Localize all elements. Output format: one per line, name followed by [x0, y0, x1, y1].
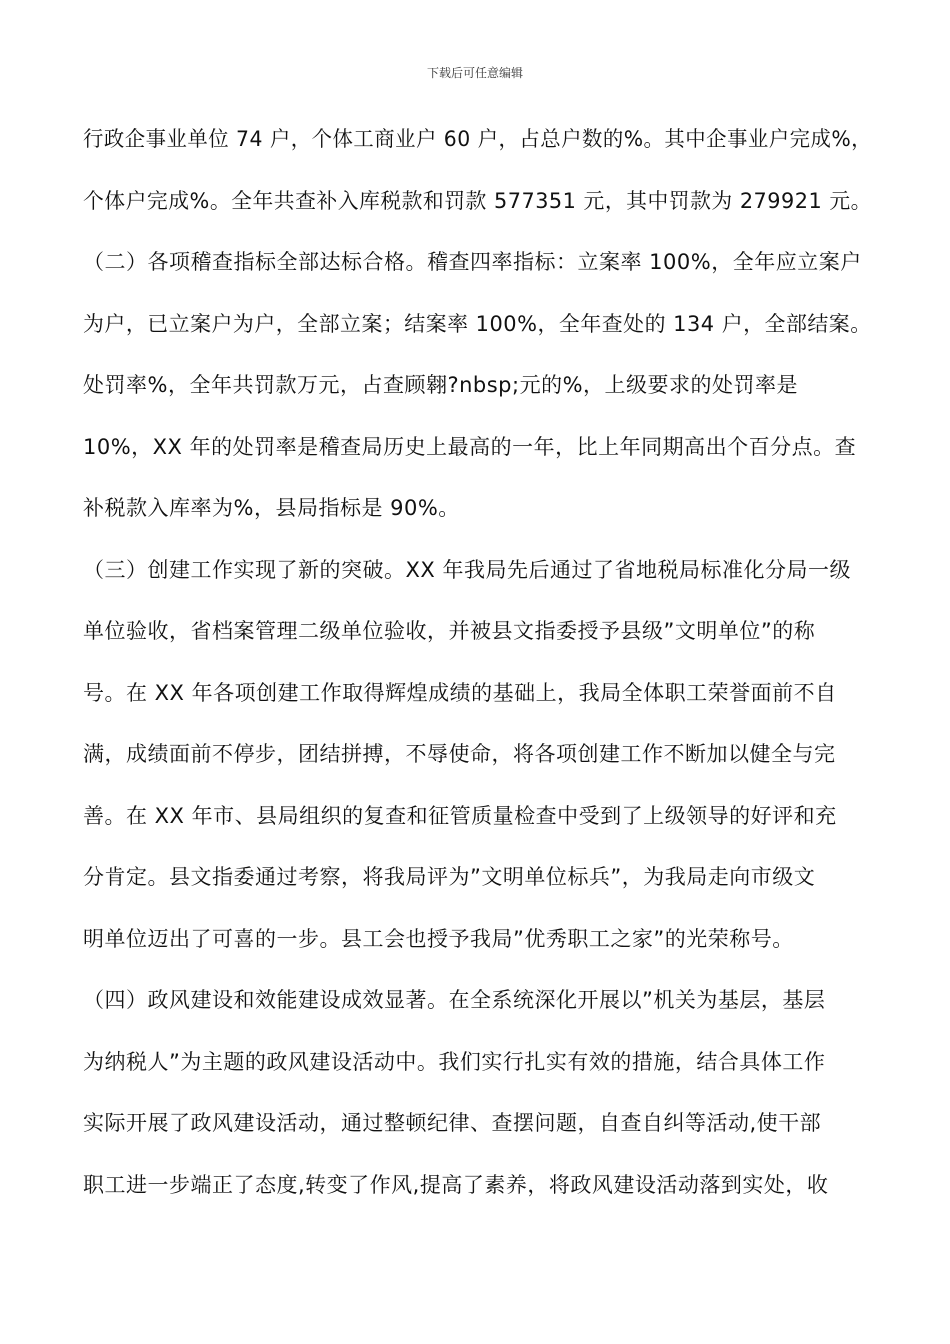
text-line: 单位验收，省档案管理二级单位验收，并被县文指委授予县级”文明单位”的称 — [83, 619, 816, 643]
text-line: 分肯定。县文指委通过考察，将我局评为”文明单位标兵”，为我局走向市级文 — [83, 865, 816, 889]
text-line: 补税款入库率为%，县局指标是 90%。 — [83, 496, 460, 520]
text-line: 明单位迈出了可喜的一步。县工会也授予我局”优秀职工之家”的光荣称号。 — [83, 927, 794, 951]
text-line: （三）创建工作实现了新的突破。XX 年我局先后通过了省地税局标准化分局一级 — [83, 558, 851, 582]
text-line: 为户，已立案户为户，全部立案；结案率 100%，全年查处的 134 户，全部结案。 — [83, 312, 872, 336]
text-line: （二）各项稽查指标全部达标合格。稽查四率指标：立案率 100%，全年应立案户 — [83, 250, 862, 274]
text-line: 号。在 XX 年各项创建工作取得辉煌成绩的基础上，我局全体职工荣誉面前不自 — [83, 681, 837, 705]
text-line: 行政企事业单位 74 户，个体工商业户 60 户，占总户数的%。其中企事业户完成%， — [83, 127, 873, 151]
text-line: 实际开展了政风建设活动，通过整顿纪律、查摆问题，自查自纠等活动,使干部 — [83, 1111, 822, 1135]
text-line: 10%，XX 年的处罚率是稽查局历史上最高的一年，比上年同期高出个百分点。查 — [83, 435, 857, 459]
text-line: 个体户完成%。全年共查补入库税款和罚款 577351 元，其中罚款为 279921 元。 — [83, 189, 872, 213]
text-line: 满，成绩面前不停步，团结拼搏，不辱使命，将各项创建工作不断加以健全与完 — [83, 742, 836, 766]
text-line: 善。在 XX 年市、县局组织的复查和征管质量检查中受到了上级领导的好评和充 — [83, 804, 837, 828]
text-line: 为纳税人”为主题的政风建设活动中。我们实行扎实有效的措施，结合具体工作 — [83, 1050, 826, 1074]
text-line: 职工进一步端正了态度,转变了作风,提高了素养，将政风建设活动落到实处，收 — [83, 1173, 829, 1197]
text-line: 处罚率%，全年共罚款万元，占查顾翱?nbsp;元的%，上级要求的处罚率是 — [83, 373, 799, 397]
page-header: 下载后可任意编辑 — [426, 66, 523, 80]
text-line: （四）政风建设和效能建设成效显著。在全系统深化开展以”机关为基层，基层 — [83, 988, 826, 1012]
